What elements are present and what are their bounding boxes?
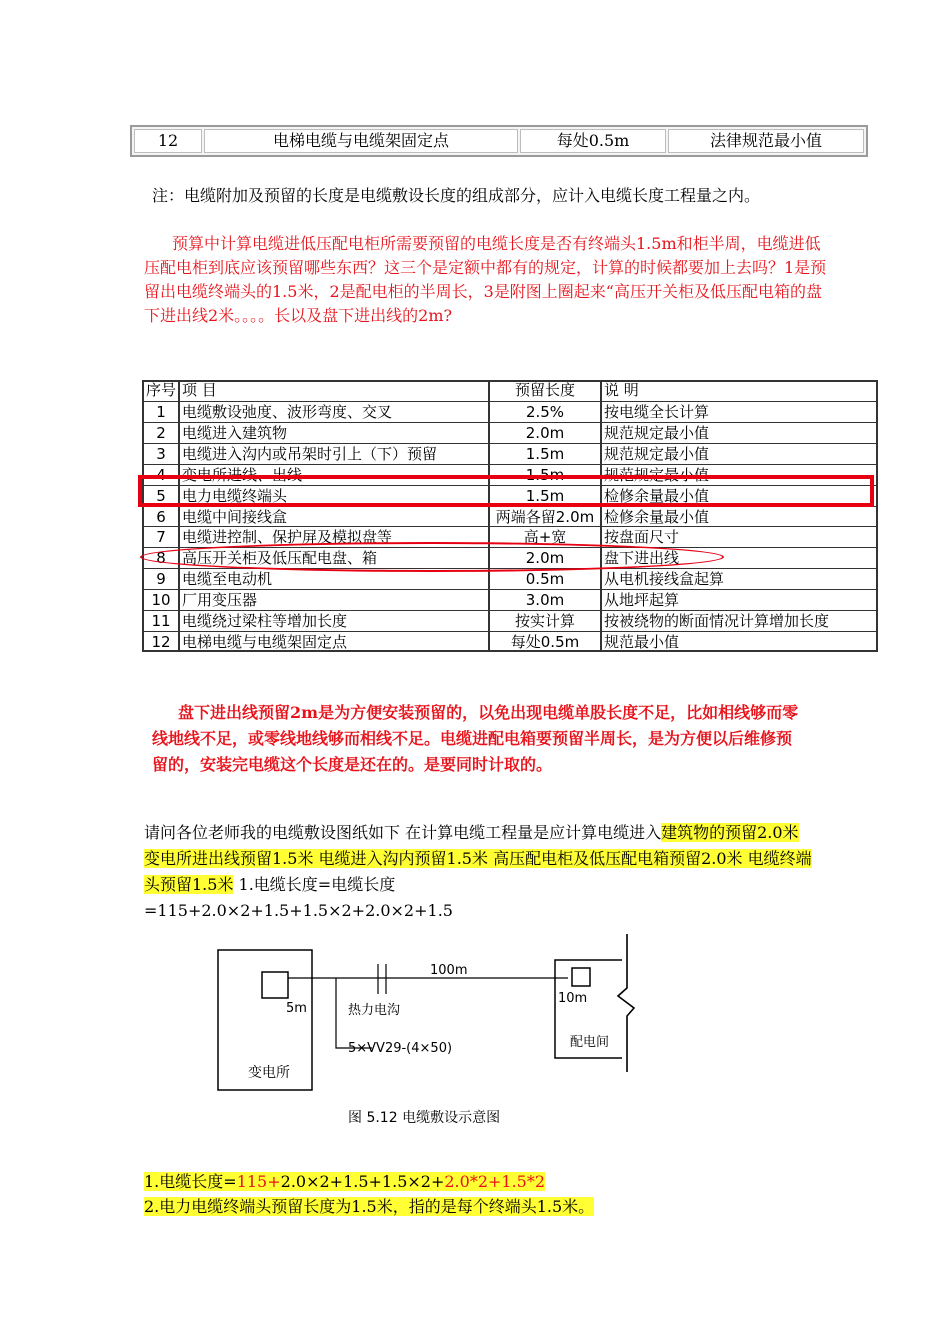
table-cell: 电缆进入建筑物 (182, 423, 288, 442)
table-header-row (142, 380, 878, 401)
table-cell: 高+宽 (523, 528, 567, 547)
table-cell: 3 (156, 444, 166, 463)
table-header-cell: 说 明 (604, 381, 639, 399)
table-cell: 电缆中间接线盒 (182, 507, 288, 526)
question-paragraph: 预算中计算电缆进低压配电柜所需要预留的电缆长度是否有终端头1.5m和柜半周，电缆进低压配电柜到底应该预留哪些东西？这三个是定额中都有的规定，计算的时候都要加上去吗？1是预留出电缆终端头的1.5米，2是配电柜的半周长，3是附图上圈起来“高压开关柜及低压配电箱的盘下进出线2米。。。。长以及盘下进出线的2m? (144, 234, 827, 325)
table-cell: 12 (151, 633, 171, 652)
table-cell: 1.5m (525, 486, 565, 505)
table-cell: 检修余量最小值 (604, 486, 710, 505)
table-cell: 7 (156, 528, 166, 547)
table-cell: 0.5m (525, 570, 565, 589)
table-cell: 5 (156, 486, 166, 505)
table-cell: 按实计算 (514, 612, 575, 631)
cable-laying-diagram (200, 930, 650, 1140)
result-1-red-a: 115+ (236, 1172, 281, 1191)
ask-formula: =115+2.0×2+1.5+1.5×2+2.0×2+1.5 (144, 901, 453, 920)
table-row (142, 443, 878, 464)
figure-caption: 图 5.12 电缆敷设示意图 (348, 1110, 501, 1126)
table-cell: 电缆敷设弛度、波形弯度、交叉 (182, 402, 393, 421)
table-cell: 从地坪起算 (604, 591, 680, 610)
highlight-box-row-5 (138, 475, 874, 507)
table-row (142, 610, 878, 631)
ask-paragraph (144, 820, 814, 924)
table-cell: 电缆进控制、保护屏及模拟盘等 (182, 528, 393, 547)
table-cell: 检修余量最小值 (604, 507, 710, 526)
result-1-red-b: 2.0*2+1.5*2 (444, 1172, 546, 1191)
table-cell: 9 (156, 570, 166, 589)
table-cell: 电梯电缆与电缆架固定点 (182, 633, 348, 652)
label-distribution-room: 配电间 (570, 1035, 610, 1050)
table-cell: 按盘面尺寸 (604, 528, 680, 547)
table-cell: 2.0m (525, 423, 565, 442)
reference-table-row-12 (130, 125, 868, 157)
table-cell: 每处0.5m (510, 633, 580, 652)
table-cell: 10 (151, 591, 171, 610)
distribution-panel (572, 968, 590, 986)
table-row (142, 506, 878, 527)
table-cell: 盘下进出线 (604, 549, 680, 568)
cell-item: 电梯电缆与电缆架固定点 (204, 129, 518, 153)
ask-lead: 请问各位老师我的电缆敷设图纸如下 在计算电缆工程量是应计算电缆进入 (144, 823, 662, 842)
table-row (142, 589, 878, 610)
table-cell: 1.5m (525, 465, 565, 484)
table-cell: 2.0m (525, 549, 565, 568)
table-cell: 变电所进线、出线 (182, 465, 303, 484)
result-2-text: 2.电力电缆终端头预留长度为1.5米，指的是每个终端头1.5米。 (144, 1197, 595, 1216)
result-line-2 (144, 1195, 844, 1219)
table-cell: 按电缆全长计算 (604, 402, 710, 421)
table-row (142, 631, 878, 652)
table-cell: 6 (156, 507, 166, 526)
result-line-1 (144, 1170, 844, 1194)
table-cell: 电缆至电动机 (182, 570, 273, 589)
table-row (142, 422, 878, 443)
table-cell: 电缆进入沟内或吊架时引上（下）预留 (182, 444, 438, 463)
table-row (142, 401, 878, 422)
substation-panel (262, 972, 288, 998)
wall-break (618, 934, 634, 1072)
label-left-dim: 5m (286, 1001, 307, 1016)
table-header-cell: 项 目 (182, 381, 217, 399)
table-cell: 4 (156, 465, 166, 484)
table-header-cell: 预留长度 (514, 381, 575, 399)
cable-reserve-table (142, 380, 878, 652)
table-cell: 8 (156, 549, 166, 568)
table-cell: 电力电缆终端头 (182, 486, 288, 505)
table-cell: 从电机接线盒起算 (604, 570, 725, 589)
highlight-ellipse-row-8 (140, 542, 724, 572)
table-cell: 11 (151, 612, 171, 631)
table-cell: 2 (156, 423, 166, 442)
table-cell: 规范规定最小值 (604, 444, 710, 463)
table-cell: 规范规定最小值 (604, 465, 710, 484)
table-cell: 1.5m (525, 444, 565, 463)
table-cell: 3.0m (525, 591, 565, 610)
table-cell: 两端各留2.0m (495, 507, 595, 526)
result-1-label: 1.电缆长度= (144, 1172, 237, 1191)
ask-highlight: 建筑物的预留2.0米 变电所进出线预留1.5米 电缆进入沟内预留1.5米 高压配电柜及低压配电箱预留2.0米 电缆终端头预留1.5米 (144, 823, 812, 894)
cell-note: 法律规范最小值 (668, 129, 864, 153)
label-right-dim: 10m (558, 991, 588, 1006)
table-cell: 2.5% (525, 402, 565, 421)
cell-num: 12 (134, 129, 202, 153)
table-cell: 1 (156, 402, 166, 421)
table-cell: 规范规定最小值 (604, 423, 710, 442)
label-cable-spec: 5×VV29-(4×50) (348, 1041, 453, 1056)
note-paragraph: 注：电缆附加及预留的长度是电缆敷设长度的组成部分，应计入电缆长度工程量之内。 (152, 186, 761, 205)
ask-tail: 1.电缆长度=电缆长度 (233, 875, 396, 894)
label-trench: 热力电沟 (348, 1003, 401, 1018)
table-header-cell: 序号 (146, 381, 176, 399)
answer-paragraph: 盘下进出线预留2m是为方便安装预留的，以免出现电缆单股长度不足，比如相线够而零线地线不足，或零线地线够而相线不足。电缆进配电箱要预留半周长，是为方便以后维修预留的，安装完电缆这个长度是还在的。是要同时计取的。 (152, 703, 799, 774)
label-substation: 变电所 (248, 1065, 290, 1081)
table-cell: 高压开关柜及低压配电盘、箱 (182, 549, 378, 568)
label-span: 100m (430, 963, 468, 978)
table-cell: 电缆绕过梁柱等增加长度 (182, 612, 348, 631)
result-1-mid: 2.0×2+1.5+1.5×2+ (280, 1172, 445, 1191)
cell-length: 每处0.5m (520, 129, 666, 153)
table-cell: 规范最小值 (604, 633, 680, 652)
table-cell: 按被绕物的断面情况计算增加长度 (604, 612, 830, 631)
table-cell: 厂用变压器 (182, 591, 258, 610)
